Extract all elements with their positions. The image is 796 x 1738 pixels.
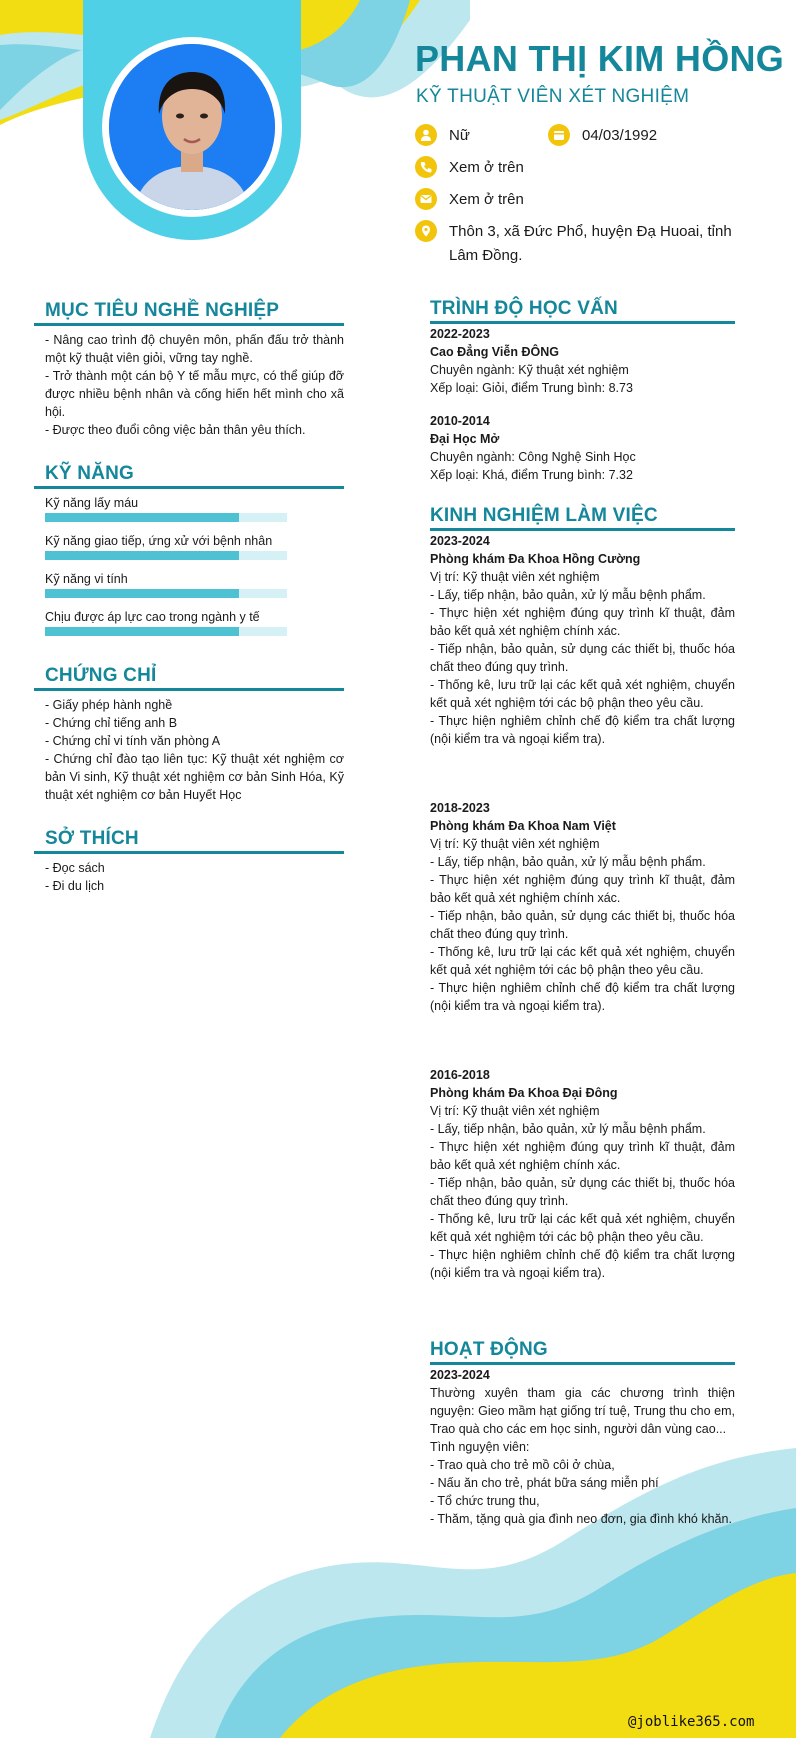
hobby-line: - Đi du lịch (45, 879, 105, 893)
education-major: Chuyên ngành: Kỹ thuật xét nghiệm (430, 363, 629, 377)
skill-bar-fill (45, 513, 239, 522)
candidate-job-title: KỸ THUẬT VIÊN XÉT NGHIỆM (416, 86, 690, 107)
activities-period: 2023-2024 (430, 1368, 490, 1382)
hobbies-divider (34, 851, 344, 854)
address-row (415, 220, 760, 268)
experience-task: - Thống kê, lưu trữ lại các kết quả xét nghiệm, chuyển kết quả xét nghiệm tới các bộ phận theo yêu cầu. (430, 945, 735, 977)
experience-item (430, 532, 735, 748)
activities-divider (430, 1362, 735, 1365)
experience-task: - Thống kê, lưu trữ lại các kết quả xét nghiệm, chuyển kết quả xét nghiệm tới các bộ phận theo yêu cầu. (430, 678, 735, 710)
phone-icon (415, 156, 437, 178)
skills-divider (34, 486, 344, 489)
experience-divider (430, 528, 735, 531)
certificate-line: - Chứng chỉ vi tính văn phòng A (45, 734, 221, 748)
education-item (430, 325, 735, 397)
skill-label: Kỹ năng lấy máu (45, 496, 139, 510)
education-divider (430, 321, 735, 324)
certificate-line: - Giấy phép hành nghề (45, 698, 173, 712)
experience-task: - Lấy, tiếp nhận, bảo quản, xử lý mẫu bệnh phẩm. (430, 588, 706, 602)
education-school: Cao Đẳng Viễn ĐÔNG (430, 345, 559, 359)
gender-value: Nữ (449, 127, 470, 144)
experience-task: - Lấy, tiếp nhận, bảo quản, xử lý mẫu bệnh phẩm. (430, 1122, 706, 1136)
education-item (430, 412, 735, 484)
education-period: 2022-2023 (430, 327, 490, 341)
objective-heading: MỤC TIÊU NGHỀ NGHIỆP (45, 300, 280, 321)
activities-heading: HOẠT ĐỘNG (430, 1339, 548, 1360)
activities-volunteer-label: Tình nguyện viên: (430, 1440, 530, 1454)
education-heading: TRÌNH ĐỘ HỌC VẤN (430, 298, 618, 319)
experience-task: - Thực hiện nghiêm chỉnh chế độ kiểm tra chất lượng (nội kiểm tra và ngoại kiểm tra). (430, 714, 735, 746)
education-major: Chuyên ngành: Công Nghệ Sinh Học (430, 450, 636, 464)
objective-text (45, 331, 344, 439)
skill-bar-track (45, 589, 287, 598)
experience-position: Vị trí: Kỹ thuật viên xét nghiệm (430, 837, 600, 851)
education-grade: Xếp loại: Giỏi, điểm Trung bình: 8.73 (430, 381, 633, 395)
calendar-icon (548, 124, 570, 146)
hobby-line: - Đọc sách (45, 861, 105, 875)
activities-intro: Thường xuyên tham gia các chương trình thiện nguyện: Gieo mầm hạt giống trí tuệ, Trung thu cho em, Trao quà cho các em học sinh, người dân vùng cao... (430, 1386, 735, 1436)
certificate-line: - Chứng chỉ đào tạo liên tục: Kỹ thuật xét nghiệm cơ bản Vi sinh, Kỹ thuật xét nghiệm cơ bản Sinh Hóa, Kỹ thuật xét nghiệm cơ bản Huyết Học (45, 752, 344, 802)
education-school: Đại Học Mở (430, 432, 500, 446)
certificates-heading: CHỨNG CHỈ (45, 665, 157, 686)
experience-item (430, 1066, 735, 1282)
skill-label: Kỹ năng vi tính (45, 572, 128, 586)
experience-task: - Tiếp nhận, bảo quản, sử dụng các thiết bị, thuốc hóa chất theo đúng quy trình. (430, 909, 735, 941)
email-value[interactable]: Xem ở trên (449, 191, 524, 208)
education-grade: Xếp loại: Khá, điểm Trung bình: 7.32 (430, 468, 633, 482)
objective-line: - Trở thành một cán bộ Y tế mẫu mực, có thể giúp đỡ được nhiều bệnh nhân và cống hiến hết mình cho xã hội. (45, 369, 344, 419)
gender-row (415, 124, 470, 148)
objective-divider (34, 323, 344, 326)
phone-value[interactable]: Xem ở trên (449, 159, 524, 176)
experience-company: Phòng khám Đa Khoa Hồng Cường (430, 552, 641, 566)
skill-bar-fill (45, 551, 239, 560)
birthday-row (548, 124, 657, 148)
hobbies-text (45, 859, 344, 895)
skill-bar-track (45, 627, 287, 636)
email-row (415, 188, 524, 212)
certificates-text (45, 696, 344, 804)
experience-position: Vị trí: Kỹ thuật viên xét nghiệm (430, 570, 600, 584)
hobbies-heading: SỞ THÍCH (45, 828, 139, 849)
experience-task: - Thực hiện nghiêm chỉnh chế độ kiểm tra chất lượng (nội kiểm tra và ngoại kiểm tra). (430, 1248, 735, 1280)
email-icon (415, 188, 437, 210)
experience-task: - Lấy, tiếp nhận, bảo quản, xử lý mẫu bệnh phẩm. (430, 855, 706, 869)
skill-bar-track (45, 513, 287, 522)
experience-task: - Thực hiện xét nghiệm đúng quy trình kĩ thuật, đảm bảo kết quả xét nghiệm chính xác. (430, 873, 735, 905)
skill-bar-track (45, 551, 287, 560)
certificates-divider (34, 688, 344, 691)
skill-label: Kỹ năng giao tiếp, ứng xử với bệnh nhân (45, 534, 273, 548)
experience-period: 2023-2024 (430, 534, 490, 548)
certificate-line: - Chứng chỉ tiếng anh B (45, 716, 178, 730)
candidate-name: PHAN THỊ KIM HỒNG (415, 38, 785, 79)
skill-bar-fill (45, 627, 239, 636)
experience-task: - Thống kê, lưu trữ lại các kết quả xét nghiệm, chuyển kết quả xét nghiệm tới các bộ phận theo yêu cầu. (430, 1212, 735, 1244)
watermark: @joblike365.com (628, 1714, 755, 1730)
birthday-value: 04/03/1992 (582, 127, 658, 144)
experience-company: Phòng khám Đa Khoa Nam Việt (430, 819, 616, 833)
experience-period: 2018-2023 (430, 801, 490, 815)
profile-photo (109, 44, 275, 210)
skill-label: Chịu được áp lực cao trong ngành y tế (45, 610, 260, 624)
skills-heading: KỸ NĂNG (45, 463, 135, 484)
address-value: Thôn 3, xã Đức Phổ, huyện Đạ Huoai, tỉnh Lâm Đồng. (449, 223, 732, 264)
experience-company: Phòng khám Đa Khoa Đại Đông (430, 1086, 618, 1100)
experience-heading: KINH NGHIỆM LÀM VIỆC (430, 505, 658, 526)
phone-row (415, 156, 524, 180)
experience-position: Vị trí: Kỹ thuật viên xét nghiệm (430, 1104, 600, 1118)
person-icon (415, 124, 437, 146)
experience-task: - Tiếp nhận, bảo quản, sử dụng các thiết bị, thuốc hóa chất theo đúng quy trình. (430, 642, 735, 674)
experience-task: - Tiếp nhận, bảo quản, sử dụng các thiết bị, thuốc hóa chất theo đúng quy trình. (430, 1176, 735, 1208)
activities-text (430, 1366, 735, 1528)
experience-task: - Thực hiện nghiêm chỉnh chế độ kiểm tra chất lượng (nội kiểm tra và ngoại kiểm tra). (430, 981, 735, 1013)
experience-task: - Thực hiện xét nghiệm đúng quy trình kĩ thuật, đảm bảo kết quả xét nghiệm chính xác. (430, 606, 735, 638)
activity-line: - Trao quà cho trẻ mồ côi ở chùa, (430, 1458, 615, 1472)
skill-bar-fill (45, 589, 239, 598)
activity-line: - Thăm, tặng quà gia đình neo đơn, gia đình khó khăn. (430, 1512, 732, 1526)
location-pin-icon (415, 220, 437, 242)
activity-line: - Tổ chức trung thu, (430, 1494, 540, 1508)
objective-line: - Nâng cao trình độ chuyên môn, phấn đấu trở thành một kỹ thuật viên giỏi, vững tay nghề. (45, 333, 344, 365)
experience-task: - Thực hiện xét nghiệm đúng quy trình kĩ thuật, đảm bảo kết quả xét nghiệm chính xác. (430, 1140, 735, 1172)
education-period: 2010-2014 (430, 414, 490, 428)
objective-line: - Được theo đuổi công việc bản thân yêu thích. (45, 423, 306, 437)
activity-line: - Nấu ăn cho trẻ, phát bữa sáng miễn phí (430, 1476, 659, 1490)
experience-period: 2016-2018 (430, 1068, 490, 1082)
experience-item (430, 799, 735, 1015)
